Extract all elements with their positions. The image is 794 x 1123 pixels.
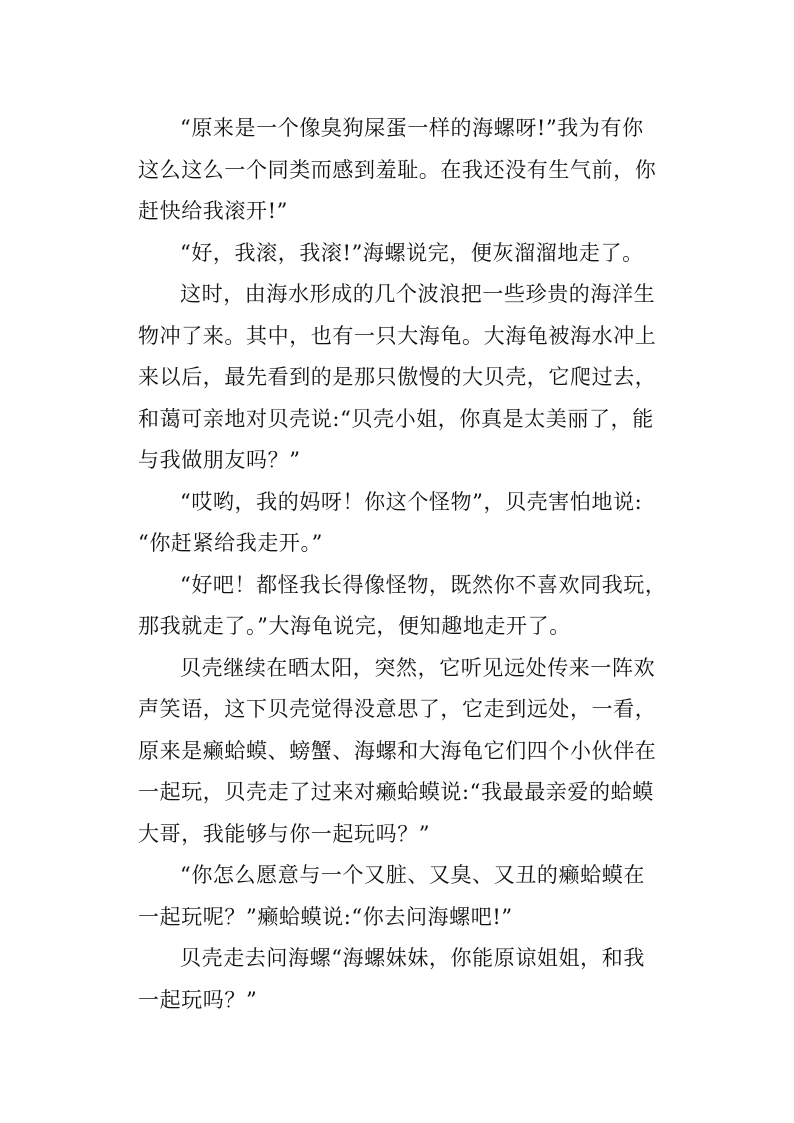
text-line: 与我做朋友吗？”	[138, 448, 301, 472]
text-line: 物冲了来。其中，也有一只大海龟。大海龟被海水冲上	[138, 323, 657, 348]
story-text	[138, 108, 678, 1021]
text-line: 一起玩，贝壳走了过来对癞蛤蟆说:“我最最亲爱的蛤蟆	[138, 780, 654, 804]
text-line: “哎哟，我的妈呀！你这个怪物”，贝壳害怕地说:	[180, 489, 643, 514]
text-line: 这时，由海水形成的几个波浪把一些珍贵的海洋生	[180, 282, 656, 306]
text-line: “你赶紧给我走开。”	[138, 531, 323, 555]
text-line: 那我就走了。”大海龟说完，便知趣地走开了。	[138, 614, 571, 638]
text-line: “你怎么愿意与一个又脏、又臭、又丑的癞蛤蟆在	[180, 863, 645, 887]
text-line: 这么这么一个同类而感到羞耻。在我还没有生气前，你	[138, 157, 657, 182]
text-line: 贝壳继续在晒太阳，突然，它听见远处传来一阵欢	[180, 655, 656, 680]
text-line: 原来是癞蛤蟆、螃蟹、海螺和大海龟它们四个小伙伴在	[138, 738, 657, 763]
text-line: 来以后，最先看到的是那只傲慢的大贝壳，它爬过去，	[138, 365, 657, 389]
text-line: “好，我滚，我滚!”海螺说完，便灰溜溜地走了。	[180, 240, 644, 265]
text-line: 一起玩吗？”	[138, 987, 258, 1012]
text-line: “原来是一个像臭狗屎蛋一样的海螺呀!”我为有你	[180, 116, 644, 140]
text-line: “好吧！都怪我长得像怪物，既然你不喜欢同我玩，	[180, 572, 667, 597]
text-line: 声笑语，这下贝壳觉得没意思了，它走到远处，一看，	[138, 697, 657, 721]
text-line: 赶快给我滚开!”	[138, 199, 288, 223]
text-line: 大哥，我能够与你一起玩吗？”	[138, 821, 431, 846]
text-line: 和蔼可亲地对贝壳说:“贝壳小姐，你真是太美丽了，能	[138, 406, 654, 431]
text-line: 一起玩呢？”癞蛤蟆说:“你去问海螺吧!”	[138, 904, 513, 929]
text-line: 贝壳走去问海螺“海螺妹妹，你能原谅姐姐，和我	[180, 946, 645, 970]
